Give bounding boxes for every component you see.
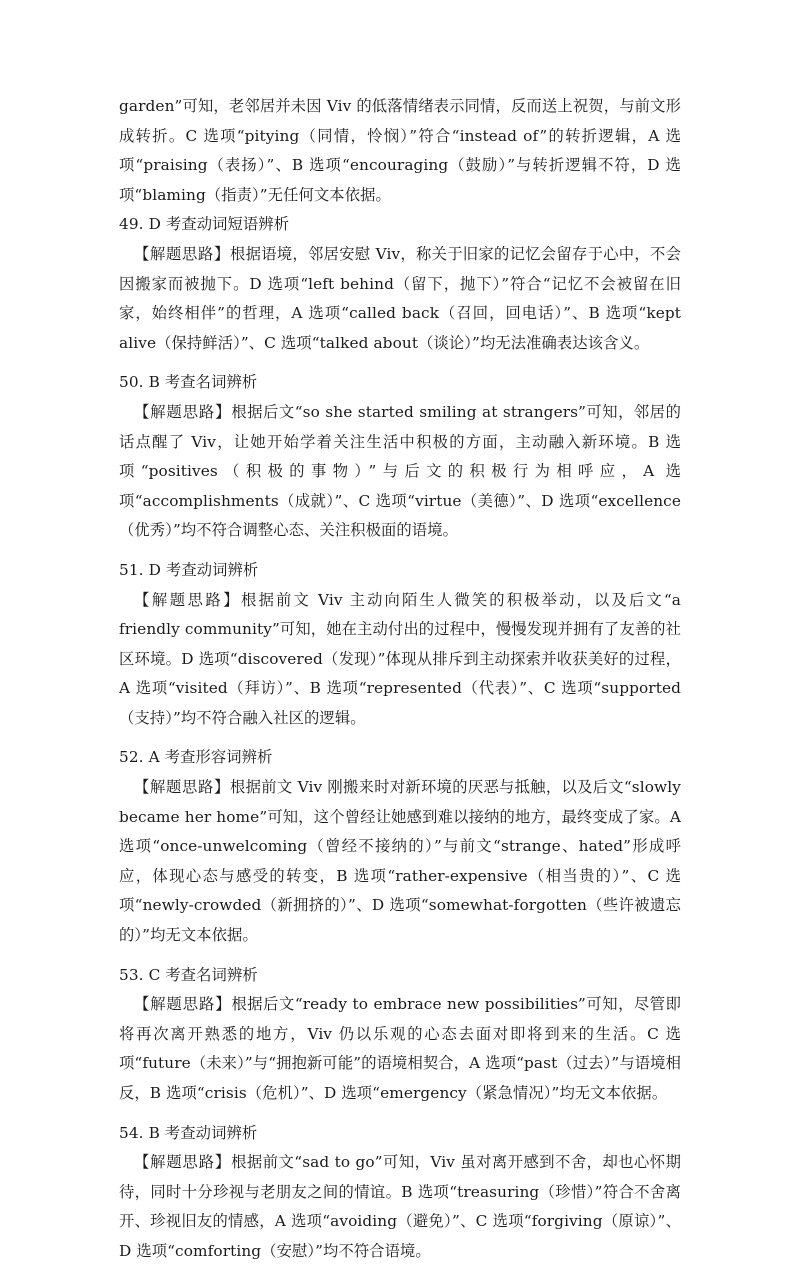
item-tag: 【解题思路】 xyxy=(134,590,242,609)
item-body xyxy=(119,398,681,546)
item-body xyxy=(119,773,681,951)
answer-explanations xyxy=(119,92,681,1267)
answer-item-50 xyxy=(119,368,681,546)
item-body xyxy=(119,586,681,734)
item-body xyxy=(119,1148,681,1266)
item-tag: 【解题思路】 xyxy=(134,244,231,263)
answer-item-53 xyxy=(119,961,681,1109)
answer-item-51 xyxy=(119,556,681,734)
item-tag: 【解题思路】 xyxy=(134,995,232,1014)
item-body xyxy=(119,990,681,1108)
item-text: 根据后文“ready to embrace new possibilities”可知，尽管即将再次离开熟悉的地方，Viv 仍以乐观的心态去面对即将到来的生活。C 选项“future（未来）”与“拥抱新可能”的语境相契合，A 选项“past（过去）”与语境相反，B 选项“crisis（危机）”、D 选项“emergency（紧急情况）”均无文本依据。 xyxy=(119,995,681,1102)
item-text: 根据前文 Viv 主动向陌生人微笑的积极举动，以及后文“a friendly community”可知，她在主动付出的过程中，慢慢发现并拥有了友善的社区环境。D 选项“discovered（发现）”体现从排斥到主动探索并收获美好的过程，A 选项“visited（拜访）”、B 选项“represented（代表）”、C 选项“supported（支持）”均不符合融入社区的逻辑。 xyxy=(119,590,681,727)
item-text: 根据前文“sad to go”可知，Viv 虽对离开感到不舍，却也心怀期待，同时十分珍视与老朋友之间的情谊。B 选项“treasuring（珍惜）”符合不舍离开、珍视旧友的情感，A 选项“avoiding（避免）”、C 选项“forgiving（原谅）”、D 选项“comforting（安慰）”均不符合语境。 xyxy=(119,1153,681,1260)
item-tag: 【解题思路】 xyxy=(134,778,231,797)
answer-item-52 xyxy=(119,743,681,950)
item-heading: 54. B 考查动词辨析 xyxy=(119,1123,258,1142)
item-heading: 52. A 考查形容词辨析 xyxy=(119,748,273,767)
item-tag: 【解题思路】 xyxy=(134,402,232,421)
item-heading: 50. B 考查名词辨析 xyxy=(119,373,258,392)
item-heading: 51. D 考查动词辨析 xyxy=(119,560,259,579)
answer-item-49 xyxy=(119,210,681,358)
item-text: 根据前文 Viv 刚搬来时对新环境的厌恶与抵触，以及后文“slowly became her home”可知，这个曾经让她感到难以接纳的地方，最终变成了家。A 选项“once-unwelcoming（曾经不接纳的）”与前文“strange、hated”形成呼应，体现心态与感受的转变，B 选项“rather-expensive（相当贵的）”、C 选项“newly-crowded（新拥挤的）”、D 选项“somewhat-forgotten（些许被遗忘的）”均无文本依据。 xyxy=(119,778,681,945)
item-tag: 【解题思路】 xyxy=(134,1153,232,1172)
item-text: 根据语境，邻居安慰 Viv，称关于旧家的记忆会留存于心中，不会因搬家而被抛下。D 选项“left behind（留下，抛下）”符合“记忆不会被留在旧家，始终相伴”的哲理，A 选项“called back（召回，回电话）”、B 选项“kept alive（保持鲜活）”、C 选项“talked about（谈论）”均无法准确表达该含义。 xyxy=(119,244,681,352)
intro-paragraph: garden”可知，老邻居并未因 Viv 的低落情绪表示同情，反而送上祝贺，与前文形成转折。C 选项“pitying（同情，怜悯）”符合“instead of”的转折逻辑，A 选项“praising（表扬）”、B 选项“encouraging（鼓励）”与转折逻辑不符，D 选项“blaming（指责）”无任何文本依据。 xyxy=(119,97,681,204)
answer-item-54 xyxy=(119,1119,681,1267)
item-heading: 49. D 考查动词短语辨析 xyxy=(119,215,290,234)
item-body xyxy=(119,240,681,358)
item-text: 根据后文“so she started smiling at strangers”可知，邻居的话点醒了 Viv，让她开始学着关注生活中积极的方面，主动融入新环境。B 选项“positives（积极的事物）”与后文的积极行为相呼应，A 选项“accomplishments（成就）”、C 选项“virtue（美德）”、D 选项“excellence（优秀）”均不符合调整心态、关注积极面的语境。 xyxy=(119,402,681,540)
item-heading: 53. C 考查名词辨析 xyxy=(119,965,258,984)
